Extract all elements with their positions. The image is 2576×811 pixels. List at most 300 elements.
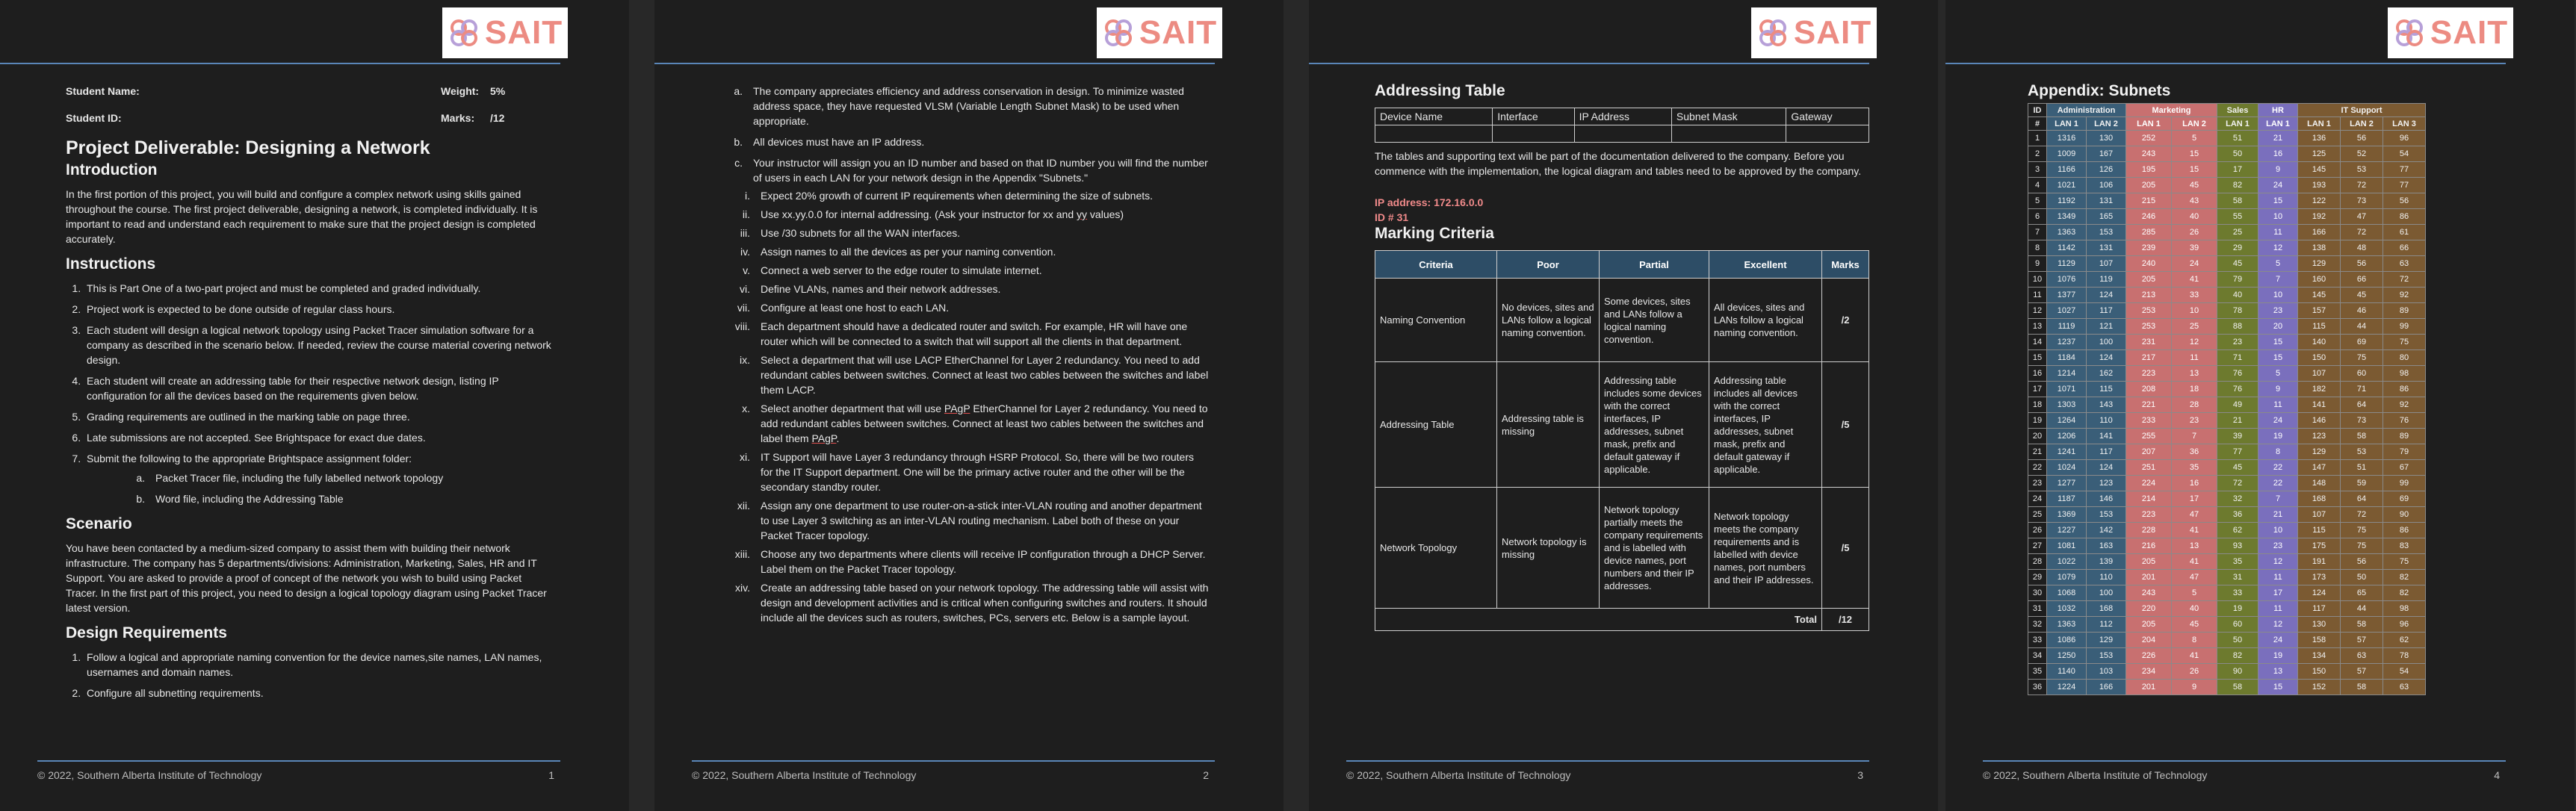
table-cell: 58 — [2341, 680, 2383, 695]
table-cell: 191 — [2298, 554, 2341, 570]
table-cell: 214 — [2126, 491, 2172, 507]
table-cell: 92 — [2383, 288, 2426, 303]
table-cell: 13 — [2258, 664, 2298, 680]
table-row — [2028, 680, 2426, 695]
lan-header: LAN 1 — [2258, 117, 2298, 131]
table-row — [1375, 609, 1869, 631]
table-cell: 107 — [2087, 256, 2126, 272]
table-row — [2028, 617, 2426, 633]
table-row — [1375, 279, 1869, 362]
text-part: . — [836, 432, 840, 444]
table-cell: 1079 — [2047, 570, 2087, 585]
table-cell: 41 — [2172, 648, 2217, 664]
table-cell: 15 — [2258, 193, 2298, 209]
list-marker: a. — [136, 472, 145, 484]
table-cell: 1166 — [2047, 162, 2087, 178]
table-cell: 79 — [2383, 444, 2426, 460]
item-text: Use /30 subnets for all the WAN interfaces. — [761, 227, 961, 239]
table-cell: 131 — [2087, 193, 2126, 209]
page-3 — [1309, 0, 1938, 811]
table-cell: 100 — [2087, 585, 2126, 601]
table-cell: 221 — [2126, 397, 2172, 413]
logo-text: SAIT — [484, 14, 563, 51]
page-title: Project Deliverable: Designing a Network — [66, 137, 430, 158]
lan-header: LAN 3 — [2383, 117, 2426, 131]
table-cell: 5 — [2172, 131, 2217, 146]
table-cell: 253 — [2126, 319, 2172, 335]
table-cell — [1493, 125, 1574, 143]
table-cell: 1119 — [2047, 319, 2087, 335]
table-cell: 1241 — [2047, 444, 2087, 460]
table-cell: 9 — [2172, 680, 2217, 695]
table-row — [2028, 240, 2426, 256]
table-cell: 56 — [2341, 256, 2383, 272]
table-cell: 7 — [2258, 272, 2298, 288]
table-cell: 45 — [2172, 617, 2217, 633]
id-cell: 25 — [2028, 507, 2047, 523]
table-cell: 11 — [2258, 601, 2298, 617]
table-cell: 157 — [2298, 303, 2341, 319]
table-cell: 146 — [2087, 491, 2126, 507]
id-cell: 22 — [2028, 460, 2047, 476]
table-cell: 115 — [2087, 382, 2126, 397]
design-heading: Design Requirements — [66, 624, 227, 641]
table-cell: 160 — [2298, 272, 2341, 288]
table-cell: 10 — [2258, 288, 2298, 303]
table-cell: 224 — [2126, 476, 2172, 491]
table-cell: 77 — [2383, 178, 2426, 193]
addressing-text: The tables and supporting text will be part of the documentation delivered to the company. Before you commence with the implementation, the logical diagram and tables need to be approved by the company. — [1375, 150, 1862, 177]
table-cell: 39 — [2217, 429, 2258, 444]
sait-logo — [442, 7, 568, 58]
table-header: Poor — [1497, 251, 1600, 279]
table-cell: 11 — [2258, 225, 2298, 240]
sub-requirements — [714, 188, 1209, 625]
table-cell: 110 — [2087, 570, 2126, 585]
lan-header: LAN 1 — [2217, 117, 2258, 131]
table-cell: 29 — [2217, 240, 2258, 256]
table-cell: 19 — [2258, 429, 2298, 444]
table-cell: 41 — [2172, 554, 2217, 570]
table-cell: 32 — [2217, 491, 2258, 507]
table-cell: 80 — [2383, 350, 2426, 366]
table-cell: 1021 — [2047, 178, 2087, 193]
id-cell: 23 — [2028, 476, 2047, 491]
table-cell: 15 — [2172, 162, 2217, 178]
table-cell: 86 — [2383, 382, 2426, 397]
table-cell: 1250 — [2047, 648, 2087, 664]
table-cell: 205 — [2126, 617, 2172, 633]
table-cell: 53 — [2341, 162, 2383, 178]
student-id-label: Student ID: — [66, 112, 122, 124]
table-cell: 122 — [2298, 193, 2341, 209]
table-cell: 96 — [2383, 617, 2426, 633]
table-cell: 1192 — [2047, 193, 2087, 209]
table-cell: 234 — [2126, 664, 2172, 680]
table-cell: 251 — [2126, 460, 2172, 476]
group-header: HR — [2258, 104, 2298, 117]
table-cell: 40 — [2217, 288, 2258, 303]
table-cell: 193 — [2298, 178, 2341, 193]
table-cell: 45 — [2341, 288, 2383, 303]
table-cell: 130 — [2298, 617, 2341, 633]
table-cell: 79 — [2217, 272, 2258, 288]
item-text: Your instructor will assign you an ID number and based on that ID number you will find the number of users in each LAN for your network design in the Appendix "Subnets." — [753, 157, 1208, 184]
student-id-row — [66, 111, 554, 137]
copyright: © 2022, Southern Alberta Institute of Technology — [1346, 769, 1571, 781]
table-cell: 65 — [2341, 585, 2383, 601]
list-item — [714, 580, 1209, 625]
id-cell: 7 — [2028, 225, 2047, 240]
item-text: Define VLANs, names and their network addresses. — [761, 283, 1001, 295]
table-cell: 107 — [2298, 366, 2341, 382]
footer-rule — [37, 760, 560, 762]
group-header: Administration — [2047, 104, 2126, 117]
table-cell: 82 — [2383, 570, 2426, 585]
table-cell: 148 — [2298, 476, 2341, 491]
table-cell: 103 — [2087, 664, 2126, 680]
table-cell: 217 — [2126, 350, 2172, 366]
table-cell: 40 — [2172, 601, 2217, 617]
table-header: Criteria — [1375, 251, 1497, 279]
list-item — [714, 319, 1209, 349]
page-number: 2 — [1203, 769, 1209, 781]
table-cell: 25 — [2217, 225, 2258, 240]
table-cell: 16 — [2172, 476, 2217, 491]
submit-list — [117, 470, 554, 506]
table-cell — [1786, 125, 1869, 143]
table-row — [2028, 193, 2426, 209]
list-marker: b. — [136, 493, 145, 505]
table-cell: 44 — [2341, 601, 2383, 617]
list-item — [117, 470, 554, 485]
item-text: Connect a web server to the edge router to simulate internet. — [761, 264, 1042, 276]
table-cell: 57 — [2341, 633, 2383, 648]
table-cell: 141 — [2298, 397, 2341, 413]
table-cell: 69 — [2341, 335, 2383, 350]
table-cell: 9 — [2258, 382, 2298, 397]
list-item: 3. Each student will design a logical network topology using Packet Tracer simulation software for a company as described in the scenario below. If needed, review the course material covering network design. — [84, 323, 554, 367]
list-marker: xii. — [737, 500, 750, 512]
list-marker: ii. — [742, 208, 750, 220]
table-cell: 47 — [2341, 209, 2383, 225]
item-text: Create an addressing table based on your network topology. The addressing table will assist with design and development activities and is critical when configuring switches and routers. It should include all the devices such as routers, switches, PCs, servers etc. Below is a sample layout. — [761, 582, 1209, 624]
table-row — [2028, 209, 2426, 225]
item-text: Configure at least one host to each LAN. — [761, 302, 950, 314]
table-cell: 152 — [2298, 680, 2341, 695]
table-cell: 205 — [2126, 178, 2172, 193]
sait-logo — [1097, 7, 1222, 58]
list-item — [714, 282, 1209, 296]
table-cell: 90 — [2217, 664, 2258, 680]
list-item — [714, 498, 1209, 543]
id-cell: 8 — [2028, 240, 2047, 256]
page-4 — [1945, 0, 2575, 811]
table-cell: 17 — [2172, 491, 2217, 507]
table-cell: 98 — [2383, 366, 2426, 382]
table-row — [2028, 491, 2426, 507]
table-cell: 49 — [2217, 397, 2258, 413]
table-row — [2028, 538, 2426, 554]
table-cell: 124 — [2298, 585, 2341, 601]
table-cell: 75 — [2383, 554, 2426, 570]
table-cell: 208 — [2126, 382, 2172, 397]
excellent-cell: Addressing table includes all devices with the correct interfaces, IP addresses, subnet mask, prefix and default gateway if applicable. — [1709, 362, 1822, 488]
table-cell: 11 — [2258, 397, 2298, 413]
item-text — [761, 401, 1209, 446]
table-row — [2028, 272, 2426, 288]
list-item — [84, 451, 554, 506]
lan-header: LAN 1 — [2047, 117, 2087, 131]
table-cell: 205 — [2126, 272, 2172, 288]
student-name-row — [66, 84, 554, 111]
page-2 — [654, 0, 1284, 811]
table-cell: 43 — [2172, 193, 2217, 209]
table-cell: 11 — [2172, 350, 2217, 366]
list-marker: iii. — [740, 227, 750, 239]
table-cell: 107 — [2298, 507, 2341, 523]
table-cell: 136 — [2298, 131, 2341, 146]
table-row — [2028, 397, 2426, 413]
table-cell: 166 — [2298, 225, 2341, 240]
lan-header: LAN 2 — [2087, 117, 2126, 131]
table-row — [2028, 162, 2426, 178]
id-cell: 17 — [2028, 382, 2047, 397]
table-cell: 23 — [2217, 335, 2258, 350]
table-row — [2028, 664, 2426, 680]
table-cell: 47 — [2172, 507, 2217, 523]
list-item: 2. Configure all subnetting requirements. — [84, 686, 554, 700]
table-cell: 64 — [2341, 397, 2383, 413]
total-value: /12 — [1822, 609, 1869, 631]
table-row — [2028, 178, 2426, 193]
id-cell: 32 — [2028, 617, 2047, 633]
table-cell: 15 — [2258, 335, 2298, 350]
id-cell: 15 — [2028, 350, 2047, 366]
id-cell: 13 — [2028, 319, 2047, 335]
table-cell: 78 — [2383, 648, 2426, 664]
table-cell: 55 — [2217, 209, 2258, 225]
table-cell: 26 — [2172, 225, 2217, 240]
table-cell: 83 — [2383, 538, 2426, 554]
table-row — [2028, 117, 2426, 131]
table-row — [2028, 146, 2426, 162]
table-cell: 58 — [2217, 680, 2258, 695]
table-cell: 117 — [2087, 444, 2126, 460]
text-part: PAgP — [811, 432, 837, 444]
table-cell — [1574, 125, 1671, 143]
table-cell: 62 — [2217, 523, 2258, 538]
table-cell: 24 — [2172, 256, 2217, 272]
table-cell: 1024 — [2047, 460, 2087, 476]
lan-header: LAN 2 — [2341, 117, 2383, 131]
table-cell: 12 — [2258, 554, 2298, 570]
table-cell: 15 — [2258, 680, 2298, 695]
table-row — [2028, 429, 2426, 444]
table-cell: 60 — [2217, 617, 2258, 633]
marking-table — [1375, 250, 1869, 631]
id-header: ID — [2028, 104, 2047, 117]
table-cell: 10 — [2258, 523, 2298, 538]
table-cell: 1187 — [2047, 491, 2087, 507]
table-cell: 1316 — [2047, 131, 2087, 146]
table-cell: 153 — [2087, 507, 2126, 523]
id-header: # — [2028, 117, 2047, 131]
table-cell: 82 — [2217, 648, 2258, 664]
table-cell: 31 — [2217, 570, 2258, 585]
text-part: Use xx.yy.0.0 for internal addressing. (Ask your instructor for xx and — [761, 208, 1077, 220]
table-cell: 76 — [2217, 382, 2258, 397]
table-cell: 78 — [2217, 303, 2258, 319]
table-cell: 50 — [2217, 146, 2258, 162]
logo-text: SAIT — [1139, 14, 1218, 51]
page-number: 4 — [2494, 769, 2500, 781]
table-row — [2028, 131, 2426, 146]
table-cell: 1377 — [2047, 288, 2087, 303]
table-cell: 72 — [2217, 476, 2258, 491]
table-cell: 150 — [2298, 350, 2341, 366]
table-cell: 98 — [2383, 601, 2426, 617]
table-cell: 51 — [2341, 460, 2383, 476]
table-cell: 75 — [2341, 538, 2383, 554]
id-cell: 12 — [2028, 303, 2047, 319]
table-cell: 75 — [2383, 335, 2426, 350]
criteria-cell: Network Topology — [1375, 488, 1497, 609]
table-cell: 1032 — [2047, 601, 2087, 617]
footer-rule — [1983, 760, 2506, 762]
table-cell: 163 — [2087, 538, 2126, 554]
table-cell: 201 — [2126, 680, 2172, 695]
list-item — [714, 263, 1209, 278]
table-cell: 215 — [2126, 193, 2172, 209]
list-item — [714, 84, 1209, 128]
id-cell: 11 — [2028, 288, 2047, 303]
weight-value: 5% — [490, 85, 506, 97]
table-cell: 66 — [2341, 272, 2383, 288]
table-row — [2028, 554, 2426, 570]
table-cell: 167 — [2087, 146, 2126, 162]
table-row — [2028, 382, 2426, 397]
copyright: © 2022, Southern Alberta Institute of Technology — [37, 769, 262, 781]
table-cell: 192 — [2298, 209, 2341, 225]
table-cell: 139 — [2087, 554, 2126, 570]
footer — [1346, 769, 1863, 781]
table-row — [2028, 288, 2426, 303]
table-cell: 228 — [2126, 523, 2172, 538]
table-row — [2028, 601, 2426, 617]
scenario-heading: Scenario — [66, 515, 132, 532]
id-number: ID # 31 — [1375, 211, 1409, 223]
table-cell: 52 — [2341, 146, 2383, 162]
subnets-body — [2028, 131, 2426, 695]
table-cell: 117 — [2087, 303, 2126, 319]
list-item — [117, 491, 554, 506]
table-cell: 1081 — [2047, 538, 2087, 554]
total-label: Total — [1375, 609, 1822, 631]
table-row — [2028, 335, 2426, 350]
table-cell: 56 — [2341, 554, 2383, 570]
table-cell: 71 — [2217, 350, 2258, 366]
appendix-heading: Appendix: Subnets — [2028, 82, 2171, 99]
list-marker: v. — [743, 264, 750, 276]
item-text: The company appreciates efficiency and address conservation in design. To minimize wasted address space, they have requested VLSM (Variable Length Subnet Mask) to be used when appropriate. — [753, 85, 1184, 127]
excellent-cell: Network topology meets the company requirements and is labelled with device names, port numbers and their IP addresses. — [1709, 488, 1822, 609]
table-cell: 131 — [2087, 240, 2126, 256]
text-part: Select another department that will use — [761, 403, 944, 414]
sait-logo-icon — [1756, 16, 1789, 49]
table-cell: 45 — [2217, 460, 2258, 476]
table-cell: 93 — [2217, 538, 2258, 554]
id-cell: 4 — [2028, 178, 2047, 193]
page-1 — [0, 0, 629, 811]
table-cell: 153 — [2087, 225, 2126, 240]
id-cell: 30 — [2028, 585, 2047, 601]
table-cell: 207 — [2126, 444, 2172, 460]
id-cell: 26 — [2028, 523, 2047, 538]
table-cell: 226 — [2126, 648, 2172, 664]
list-item: 6. Late submissions are not accepted. See Brightspace for exact due dates. — [84, 430, 554, 445]
table-cell: 243 — [2126, 146, 2172, 162]
copyright: © 2022, Southern Alberta Institute of Technology — [1983, 769, 2208, 781]
table-cell: 45 — [2217, 256, 2258, 272]
table-cell: 41 — [2172, 523, 2217, 538]
table-cell: 76 — [2383, 413, 2426, 429]
id-cell: 3 — [2028, 162, 2047, 178]
text-part: yy — [1077, 208, 1088, 220]
table-cell: 63 — [2341, 648, 2383, 664]
poor-cell: Addressing table is missing — [1497, 362, 1600, 488]
table-cell: 53 — [2341, 444, 2383, 460]
table-cell — [1671, 125, 1786, 143]
table-cell: 20 — [2258, 319, 2298, 335]
logo-text: SAIT — [1793, 14, 1872, 51]
table-cell: 72 — [2341, 507, 2383, 523]
table-row — [2028, 460, 2426, 476]
submit-item: Packet Tracer file, including the fully labelled network topology — [155, 472, 444, 484]
table-cell: 25 — [2172, 319, 2217, 335]
criteria-cell: Naming Convention — [1375, 279, 1497, 362]
table-cell: 21 — [2217, 413, 2258, 429]
table-cell: 165 — [2087, 209, 2126, 225]
table-cell: 71 — [2341, 382, 2383, 397]
list-item — [714, 352, 1209, 397]
table-cell: 10 — [2172, 303, 2217, 319]
table-cell: 147 — [2298, 460, 2341, 476]
group-header: Marketing — [2126, 104, 2217, 117]
id-cell: 29 — [2028, 570, 2047, 585]
item-text: Choose any two departments where clients will receive IP configuration through a DHCP Server. Label them on the Packet Tracer topology. — [761, 548, 1206, 575]
intro-heading: Introduction — [66, 161, 158, 178]
table-cell: 36 — [2172, 444, 2217, 460]
table-cell: 1068 — [2047, 585, 2087, 601]
table-cell: 119 — [2087, 272, 2126, 288]
table-cell: 22 — [2258, 476, 2298, 491]
poor-cell: Network topology is missing — [1497, 488, 1600, 609]
table-header: Device Name — [1375, 108, 1493, 125]
table-row — [1375, 125, 1869, 143]
intro-text: In the first portion of this project, you will build and configure a complex network using skills gained throughout the course. The first project deliverable, designing a network, is completed individually. It is important to read and understand each requirement to make sure that the project design is completed accurately. — [66, 188, 538, 245]
table-cell: 24 — [2258, 633, 2298, 648]
table-cell: 24 — [2258, 178, 2298, 193]
partial-cell: Addressing table includes some devices with the correct interfaces, IP addresses, subnet mask, prefix and default gateway if applicable. — [1600, 362, 1709, 488]
table-header: Gateway — [1786, 108, 1869, 125]
item-text: All devices must have an IP address. — [753, 136, 925, 148]
table-cell: 21 — [2258, 131, 2298, 146]
footer — [692, 769, 1209, 781]
text-part: values) — [1087, 208, 1124, 220]
table-cell: 175 — [2298, 538, 2341, 554]
sait-logo — [2388, 7, 2513, 58]
